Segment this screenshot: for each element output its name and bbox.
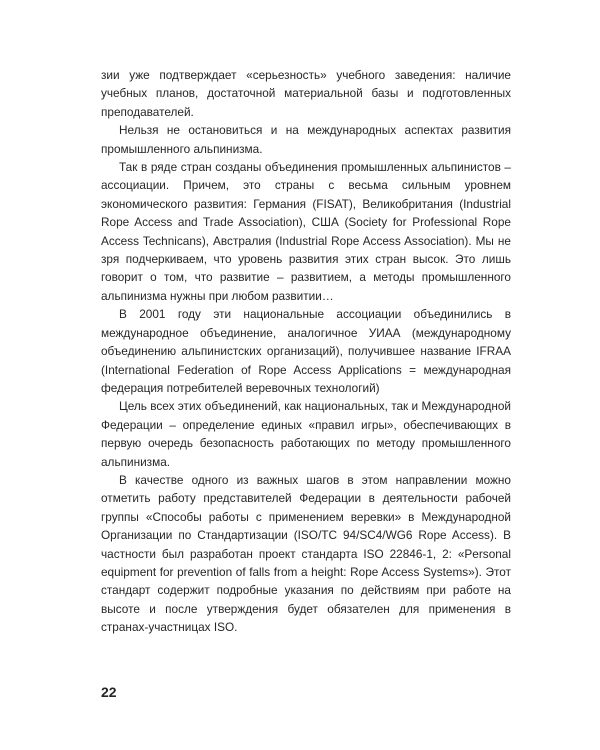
body-text xyxy=(101,66,511,637)
paragraph: Нельзя не остановиться и на международных аспектах развития промышленного альпинизма. xyxy=(101,123,511,156)
paragraph: Так в ряде стран созданы объединения промышленных альпинистов – ассоциации. Причем, это страны с весьма сильным уровнем экономического развития: Германия (FISAT), Великобритания (Industrial Rope Access and Trade Association), США (Society for Professional Rope Access Technicans), Австралия (Industrial Rope Access Association). Мы не зря подчеркиваем, что уровень развития этих стран высок. Это лишь говорит о том, что развитие – развитием, а методы промышленного альпинизма нужны при любом развитии… xyxy=(101,160,511,303)
paragraph: В 2001 году эти национальные ассоциации объединились в международное объединение, аналогичное УИАА (международному объединению альпинистских организаций), получившее название IFRAA (International Federation of Rope Access Applications = международная федерация потребителей веревочных технологий) xyxy=(101,307,511,395)
paragraph: В качестве одного из важных шагов в этом направлении можно отметить работу представителей Федерации в деятельности рабочей группы «Способы работы с применением веревки» в Международной Организации по Стандартизации (ISO/TC 94/SC4/WG6 Rope Access). В частности был разработан проект стандарта ISO 22846-1, 2: «Personal equipment for prevention of falls from a height: Rope Access Systems»). Этот стандарт содержит подробные указания по действиям при работе на высоте и после утверждения будет обязателен для применения в странах-участницах ISO. xyxy=(101,472,511,635)
paragraph: зии уже подтверждает «серьезность» учебного заведения: наличие учебных планов, достаточной материальной базы и подготовленных преподавателей. xyxy=(101,68,511,119)
paragraph: Цель всех этих объединений, как национальных, так и Международной Федерации – определение единых «правил игры», обеспечивающих в первую очередь безопасность работающих по методу промышленного альпинизма. xyxy=(101,399,511,469)
page-number: 22 xyxy=(101,684,117,700)
